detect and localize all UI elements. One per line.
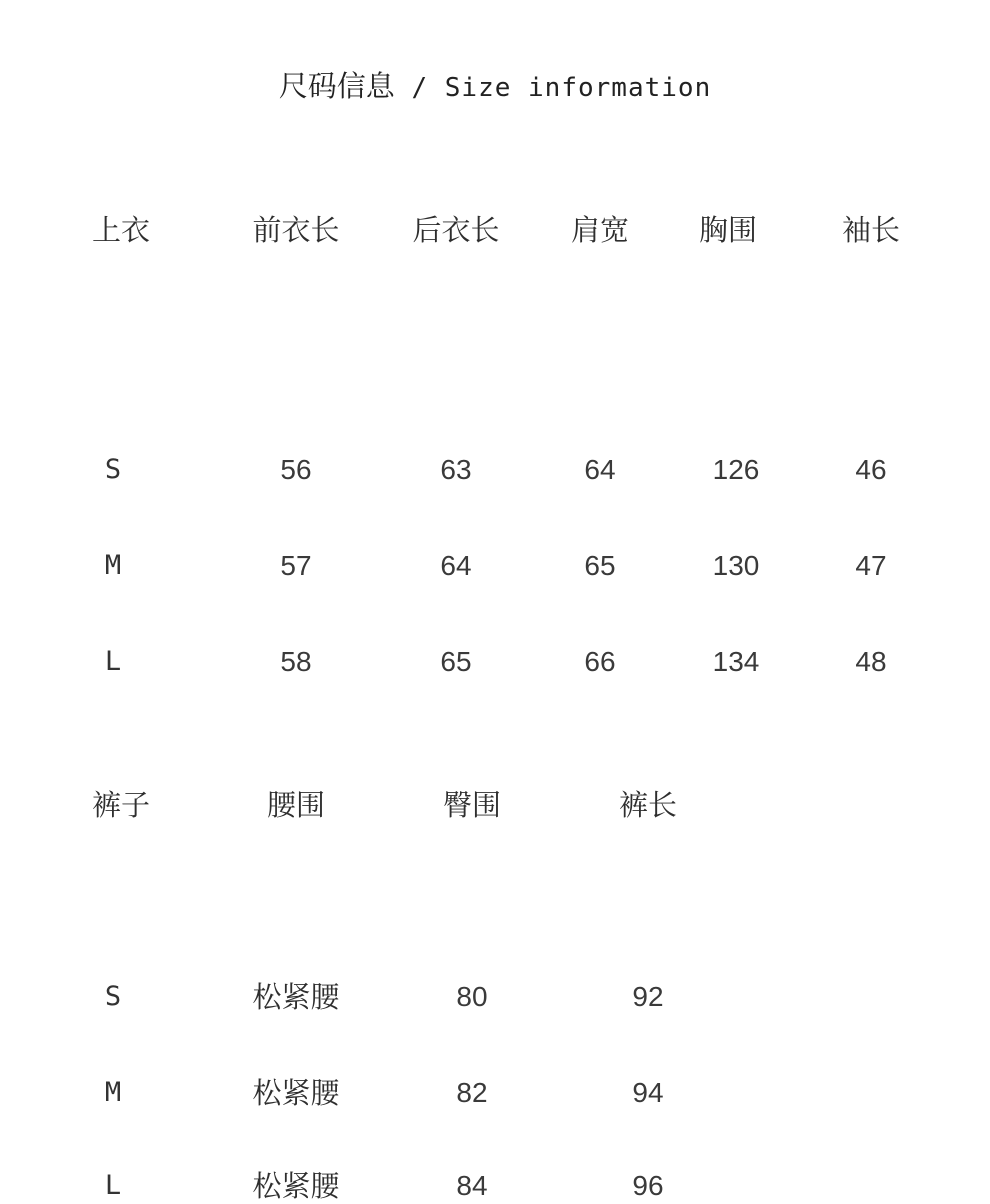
pants-row-m-length: 94 — [632, 1077, 664, 1108]
top-row-m-front-length: 57 — [280, 550, 312, 581]
title-separator: / — [394, 73, 445, 103]
top-row-m-size: M — [104, 550, 122, 581]
top-row-s-sleeve: 46 — [855, 454, 887, 485]
top-row-m-back-length: 64 — [440, 550, 472, 581]
top-row-l-shoulder: 66 — [584, 646, 616, 677]
top-header-chest: 胸围 — [698, 213, 758, 247]
pants-header-waist: 腰围 — [266, 788, 326, 822]
top-row-l-chest: 134 — [712, 646, 760, 677]
top-row-l-front-length: 58 — [280, 646, 312, 677]
pants-row-m-hip: 82 — [456, 1077, 488, 1108]
top-header-front-length: 前衣长 — [252, 213, 340, 247]
pants-row-s-size: S — [104, 981, 122, 1012]
pants-header-hip: 臀围 — [442, 788, 502, 822]
pants-header-length: 裤长 — [618, 788, 678, 822]
top-header-sleeve: 袖长 — [841, 213, 901, 247]
top-row-m-chest: 130 — [712, 550, 760, 581]
top-row-l-back-length: 65 — [440, 646, 472, 677]
top-row-s-front-length: 56 — [280, 454, 312, 485]
pants-row-l-waist: 松紧腰 — [252, 1169, 340, 1203]
top-row-l-size: L — [104, 646, 122, 677]
pants-row-s-waist: 松紧腰 — [252, 980, 340, 1014]
pants-row-m-waist: 松紧腰 — [252, 1076, 340, 1110]
top-row-s-back-length: 63 — [440, 454, 472, 485]
pants-row-s-length: 92 — [632, 981, 664, 1012]
pants-row-l-size: L — [104, 1170, 122, 1201]
pants-row-s-hip: 80 — [456, 981, 488, 1012]
top-header-category: 上衣 — [91, 213, 151, 247]
top-header-shoulder: 肩宽 — [570, 213, 630, 247]
top-row-m-sleeve: 47 — [855, 550, 887, 581]
top-row-s-size: S — [104, 454, 122, 485]
pants-row-m-size: M — [104, 1077, 122, 1108]
page-title — [0, 66, 990, 108]
title-english: Size information — [444, 73, 712, 103]
top-row-m-shoulder: 65 — [584, 550, 616, 581]
pants-row-l-hip: 84 — [456, 1170, 488, 1201]
top-row-s-shoulder: 64 — [584, 454, 616, 485]
title-chinese: 尺码信息 — [278, 69, 395, 103]
top-row-l-sleeve: 48 — [855, 646, 887, 677]
top-row-s-chest: 126 — [712, 454, 760, 485]
pants-row-l-length: 96 — [632, 1170, 664, 1201]
top-header-back-length: 后衣长 — [412, 213, 500, 247]
pants-header-category: 裤子 — [91, 788, 151, 822]
